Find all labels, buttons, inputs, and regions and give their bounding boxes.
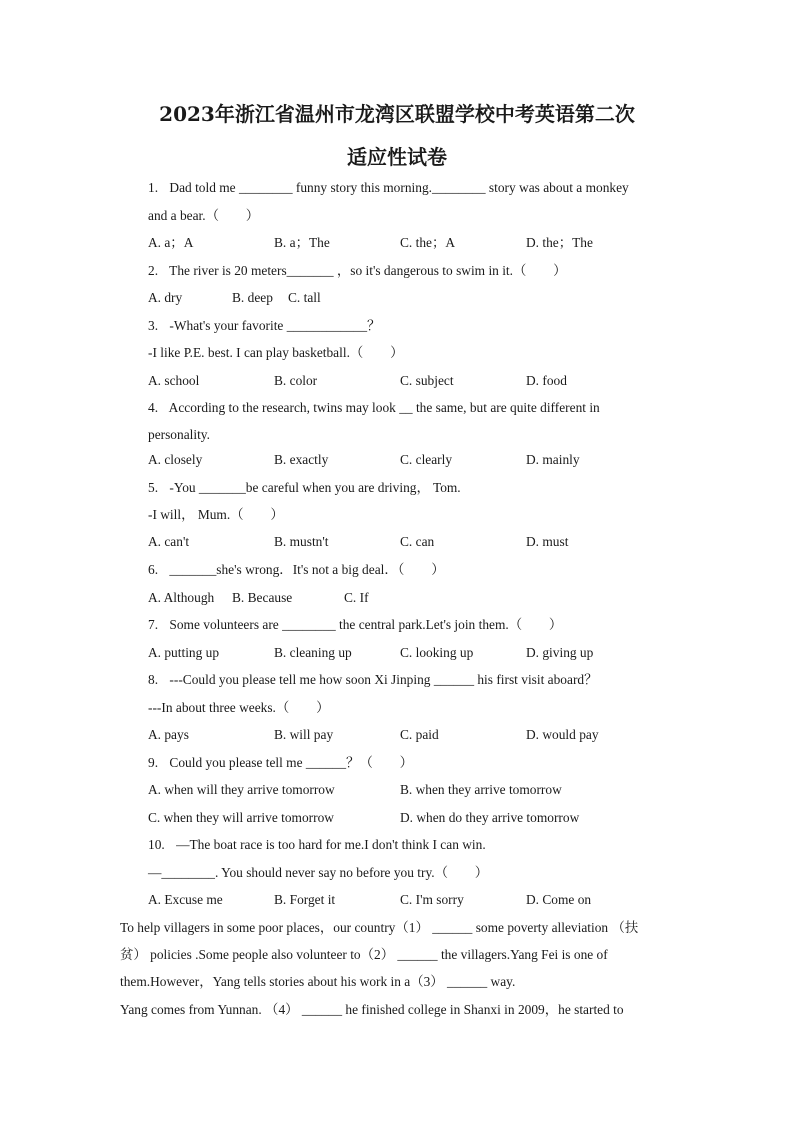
question-10-line-1 [148,836,486,854]
question-7-line-1 [148,616,562,634]
question-1-option-d[interactable]: D. the；The [526,235,593,250]
question-number: 3. [148,318,159,333]
question-8-option-c[interactable]: C. paid [400,727,439,742]
question-4-option-b[interactable]: B. exactly [274,452,329,467]
question-8-line-2: ---In about three weeks.（ ） [148,700,330,715]
question-text: _______she's wrong．It's not a big deal．（ ） [169,562,445,577]
question-5-option-d[interactable]: D. must [526,534,569,549]
question-10-option-a[interactable]: A. Excuse me [148,892,223,907]
question-7-option-d[interactable]: D. giving up [526,645,594,660]
question-number: 2. [148,263,159,278]
question-number: 7. [148,617,159,632]
question-9-option-a[interactable]: A. when will they arrive tomorrow [148,782,335,797]
question-8-line-1 [148,671,598,689]
question-number: 1. [148,180,159,195]
question-1-line-2: and a bear.（ ） [148,208,260,223]
question-3-line-2: -I like P.E. best. I can play basketball.（ ） [148,345,404,360]
question-9-option-b[interactable]: B. when they arrive tomorrow [400,782,562,797]
question-text: -You _______be careful when you are driving， Tom. [169,480,461,495]
passage-line-1: To help villagers in some poor places，our country（1） ______ some poverty alleviation （扶 [120,920,639,935]
question-10-line-2: —________. You should never say no before you try.（ ） [148,865,489,880]
question-5-line-1 [148,479,461,497]
question-5-line-2: -I will， Mum.（ ） [148,507,284,522]
passage-line-4: Yang comes from Yunnan. （4） ______ he finished college in Shanxi in 2009，he started to [120,1002,624,1017]
question-text: Some volunteers are ________ the central park.Let's join them.（ ） [169,617,563,632]
question-3-option-b[interactable]: B. color [274,373,318,388]
question-2-option-a[interactable]: A. dry [148,290,183,305]
question-text: The river is 20 meters_______ ，so it's dangerous to swim in it.（ ） [169,263,567,278]
question-8-option-d[interactable]: D. would pay [526,727,599,742]
question-number: 9. [148,755,159,770]
question-4-line-1 [148,399,600,417]
page-title: 2023年浙江省温州市龙湾区联盟学校中考英语第二次 [159,102,635,126]
question-text: Could you please tell me ______？（ ） [169,755,414,770]
question-number: 8. [148,672,159,687]
question-4-option-d[interactable]: D. mainly [526,452,580,467]
question-2-line-1 [148,262,567,280]
question-2-option-b[interactable]: B. deep [232,290,273,305]
question-8-option-a[interactable]: A. pays [148,727,189,742]
question-10-option-c[interactable]: C. I'm sorry [400,892,464,907]
question-9-option-d[interactable]: D. when do they arrive tomorrow [400,810,580,825]
question-5-option-c[interactable]: C. can [400,534,435,549]
question-1-option-a[interactable]: A. a；A [148,235,194,250]
question-6-line-1 [148,561,445,579]
question-text: -What's your favorite ____________？ [169,318,381,333]
question-7-option-b[interactable]: B. cleaning up [274,645,352,660]
question-number: 10. [148,837,165,852]
question-number: 6. [148,562,159,577]
question-10-option-b[interactable]: B. Forget it [274,892,336,907]
question-6-option-b[interactable]: B. Because [232,590,293,605]
question-1-option-b[interactable]: B. a；The [274,235,330,250]
question-3-line-1 [148,317,380,335]
question-3-option-d[interactable]: D. food [526,373,567,388]
question-4-line-2: personality. [148,427,210,442]
question-9-line-1 [148,754,413,772]
passage-line-2: 贫） policies .Some people also volunteer to（2） ______ the villagers.Yang Fei is one of [120,947,608,962]
question-10-option-d[interactable]: D. Come on [526,892,592,907]
question-6-option-c[interactable]: C. If [344,590,369,605]
question-text: ---Could you please tell me how soon Xi Jinping ______ his first visit aboard？ [169,672,598,687]
page-subtitle: 适应性试卷 [347,145,447,169]
question-9-option-c[interactable]: C. when they will arrive tomorrow [148,810,334,825]
question-6-option-a[interactable]: A. Although [148,590,215,605]
passage-line-3: them.However，Yang tells stories about his work in a（3） ______ way. [120,974,516,989]
question-1-option-c[interactable]: C. the；A [400,235,456,250]
question-number: 4. [148,400,159,415]
question-8-option-b[interactable]: B. will pay [274,727,334,742]
question-5-option-a[interactable]: A. can't [148,534,190,549]
question-7-option-c[interactable]: C. looking up [400,645,474,660]
question-3-option-c[interactable]: C. subject [400,373,454,388]
question-7-option-a[interactable]: A. putting up [148,645,220,660]
question-text: According to the research, twins may look __ the same, but are quite different in [168,400,600,415]
question-4-option-a[interactable]: A. closely [148,452,203,467]
question-5-option-b[interactable]: B. mustn't [274,534,329,549]
question-4-option-c[interactable]: C. clearly [400,452,453,467]
question-2-option-c[interactable]: C. tall [288,290,321,305]
question-1-line-1 [148,179,629,197]
question-text: —The boat race is too hard for me.I don't think I can win. [176,837,486,852]
question-text: Dad told me ________ funny story this morning.________ story was about a monkey [169,180,629,195]
question-3-option-a[interactable]: A. school [148,373,200,388]
question-number: 5. [148,480,159,495]
